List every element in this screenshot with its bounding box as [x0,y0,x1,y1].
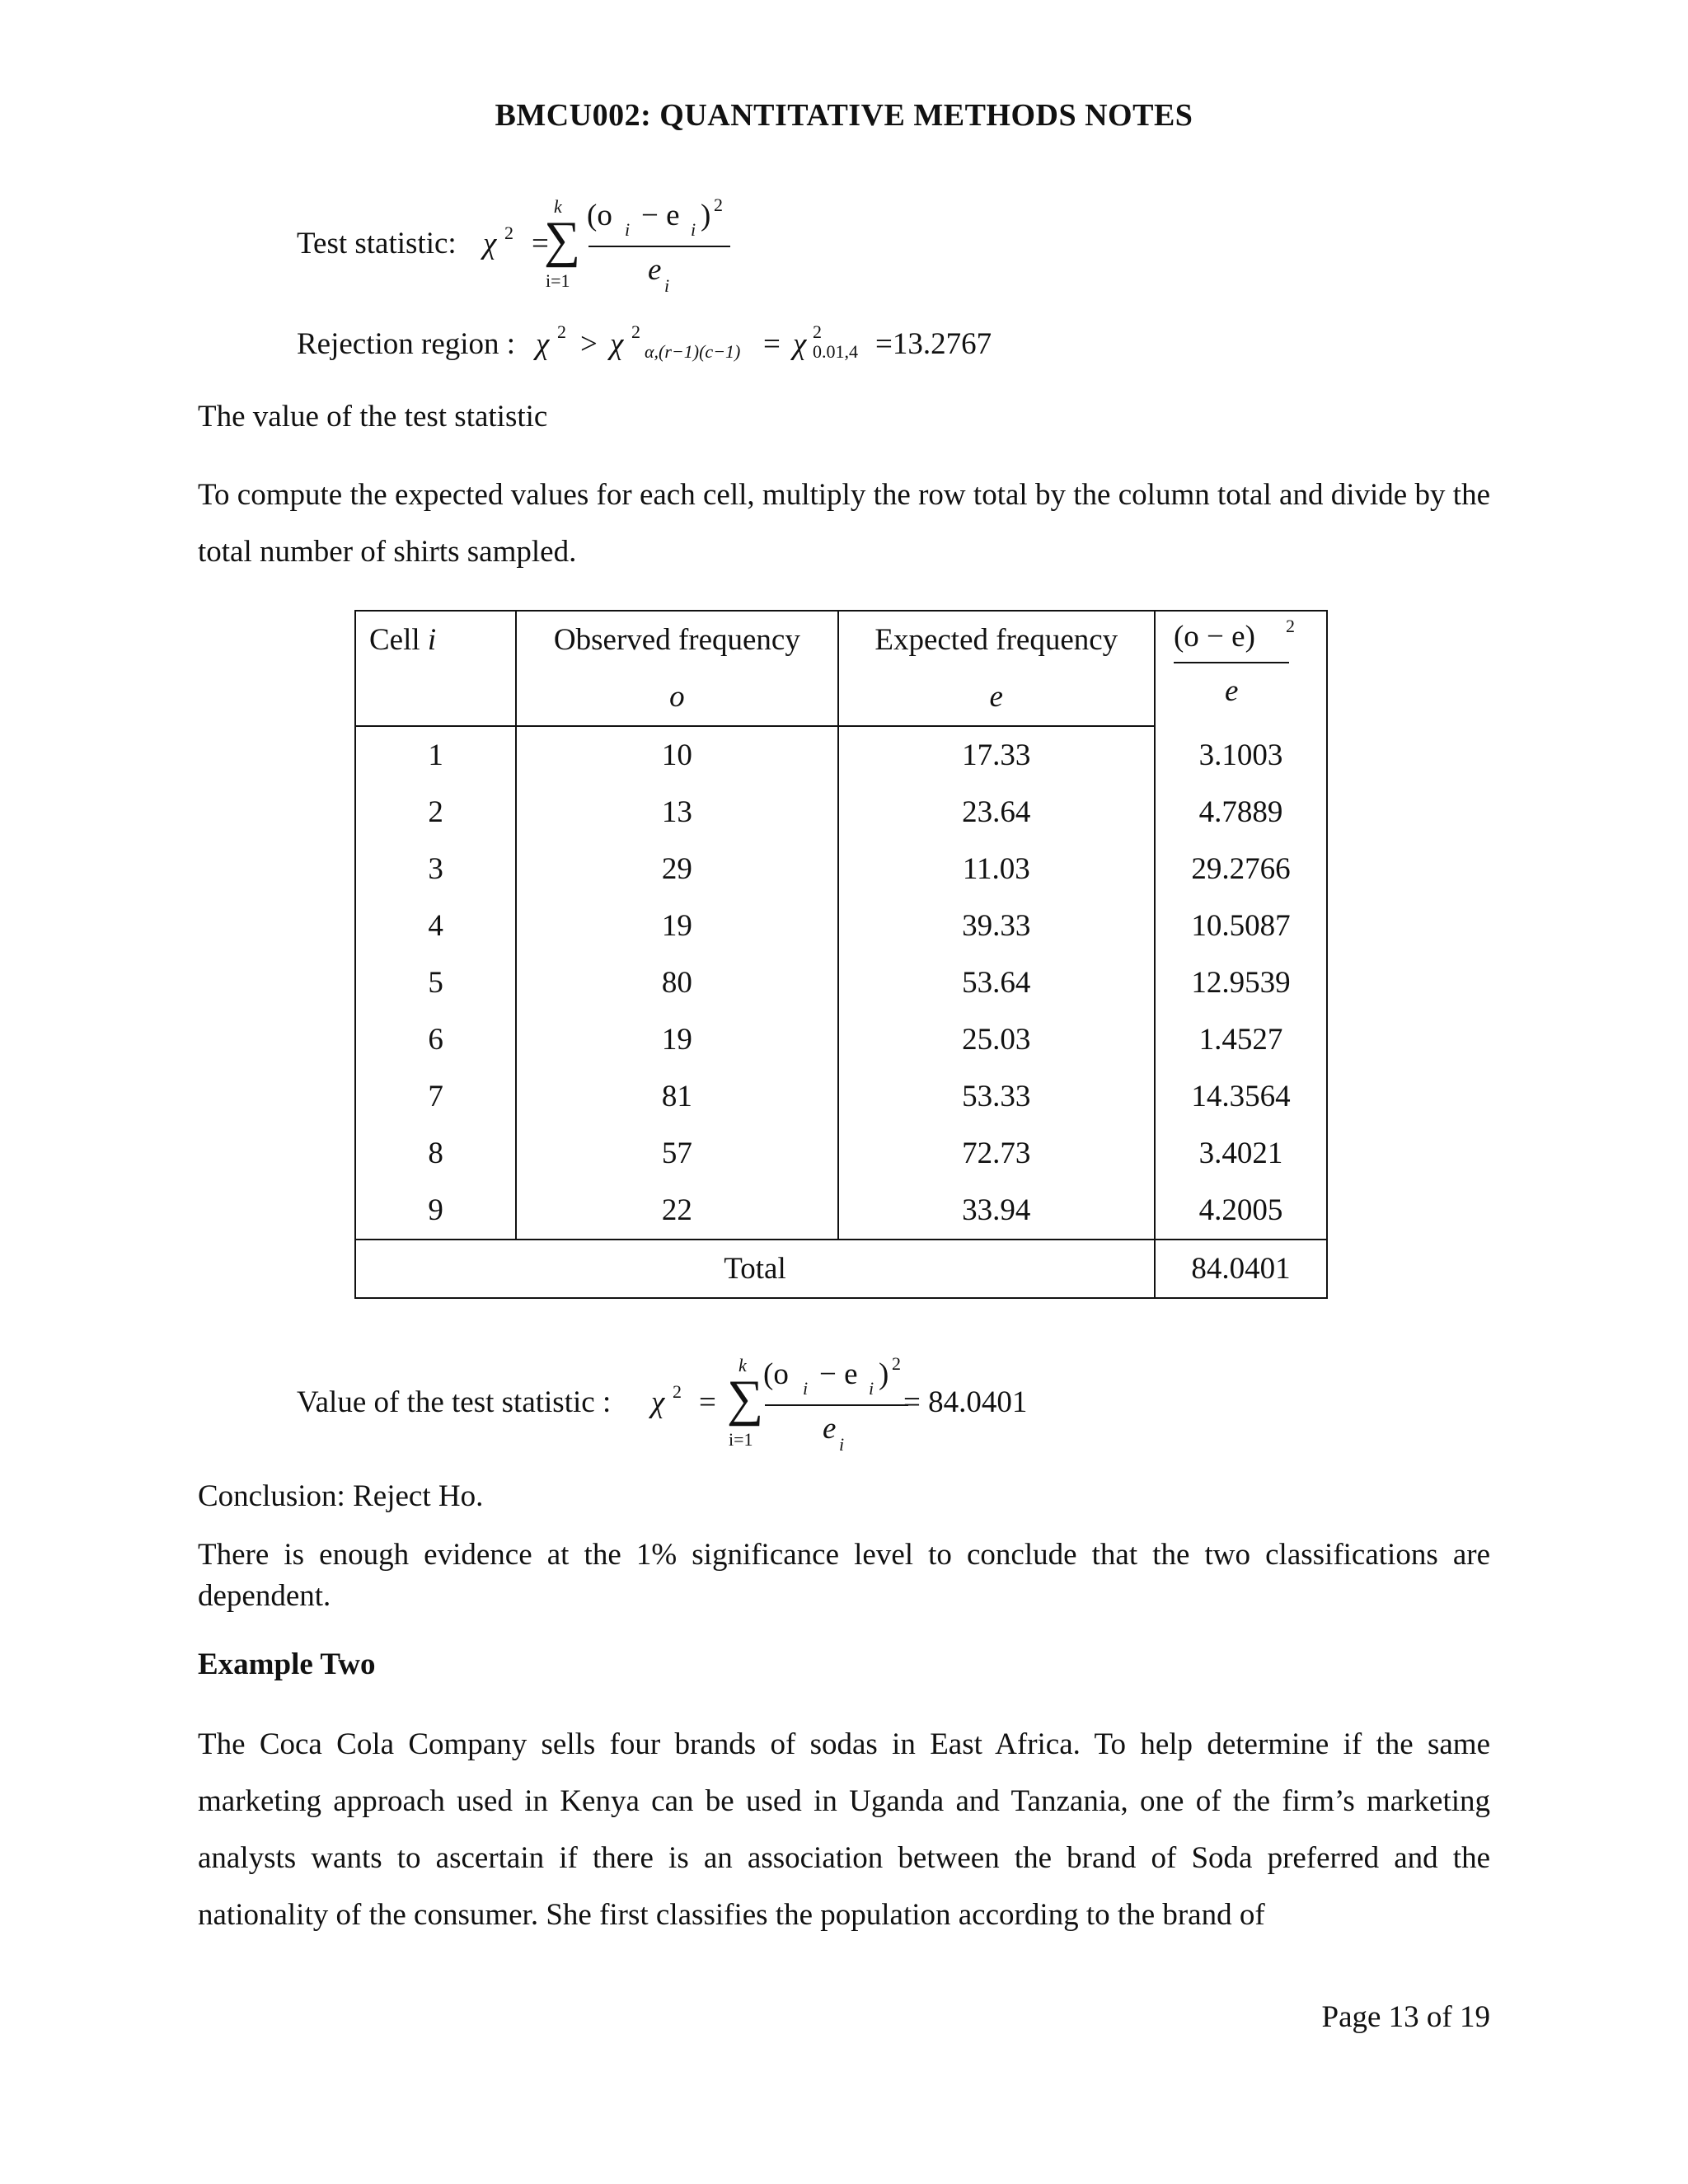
row-expected: 17.33 [838,726,1155,784]
row-chi-term: 14.3564 [1155,1068,1327,1125]
denominator-sub-i: i [664,275,670,296]
row-cell: 1 [355,726,516,784]
page-title: BMCU002: QUANTITATIVE METHODS NOTES [495,98,1193,133]
equals-sign: = [532,227,549,260]
table-row [355,898,1327,954]
table-row [355,1125,1327,1182]
row-observed: 80 [516,954,837,1011]
header-chi-numerator: (o − e) [1173,619,1255,654]
chi-critical-symbol: χ [610,327,624,361]
row-expected: 25.03 [838,1011,1155,1068]
fraction-bar [588,246,730,247]
row-expected: 33.94 [838,1182,1155,1240]
table-row [355,1011,1327,1068]
row-observed: 19 [516,1011,837,1068]
row-expected: 72.73 [838,1125,1155,1182]
rejection-label: Rejection region : [297,327,516,361]
header-cell-blank [355,668,516,726]
row-expected: 23.64 [838,784,1155,841]
denominator-e: e [823,1412,837,1446]
table-row [355,726,1327,784]
denominator-sub-i: i [839,1434,845,1455]
row-observed: 81 [516,1068,837,1125]
row-observed: 10 [516,726,837,784]
table-row [355,841,1327,898]
header-cell-i: i [427,623,437,657]
row-cell: 6 [355,1011,516,1068]
row-cell: 4 [355,898,516,954]
row-cell: 7 [355,1068,516,1125]
evidence-paragraph: There is enough evidence at the 1% significance level to conclude that the two classifications are dependent. [198,1538,1490,1613]
numerator-sub-i: i [625,219,631,240]
sum-upper-limit: k [738,1355,747,1376]
numerator-close: ) [701,199,711,232]
numerator-exponent: 2 [714,194,723,215]
row-cell: 5 [355,954,516,1011]
row-expected: 11.03 [838,841,1155,898]
page-number: Page 13 of 19 [1321,2000,1490,2034]
row-expected: 39.33 [838,898,1155,954]
conclusion-text: Conclusion: Reject Ho. [198,1479,484,1513]
table-row [355,784,1327,841]
table-row [355,1182,1327,1240]
row-observed: 29 [516,841,837,898]
example-paragraph: The Coca Cola Company sells four brands of sodas in East Africa. To help determine if the same marketing approach used in Kenya can be used in Uganda and Tanzania, one of the firm’s marketing analysts wants to ascertain if there is an association between the brand of Soda preferred and the nationality of the consumer. She first classifies the population according to the brand of [198,1727,1490,1932]
row-cell: 8 [355,1125,516,1182]
numerator-minus-e: − e [819,1357,858,1391]
chi-value-symbol: χ [793,327,807,361]
test-statistic-result: = 84.0401 [903,1385,1028,1419]
numerator-open: (o [763,1357,789,1391]
greater-than-sign: > [580,327,598,361]
row-chi-term: 10.5087 [1155,898,1327,954]
total-label: Total [355,1240,1155,1298]
header-expected: Expected frequency [838,611,1155,668]
sigma-symbol: ∑ [727,1371,764,1427]
chi-value-subscript: 0.01,4 [813,341,858,362]
row-chi-term: 4.2005 [1155,1182,1327,1240]
header-cell-label: Cell [369,623,420,657]
critical-value: =13.2767 [875,327,992,361]
row-expected: 53.33 [838,1068,1155,1125]
total-value: 84.0401 [1155,1240,1327,1298]
numerator-sub-i2: i [691,219,696,240]
table-total-row [355,1240,1327,1298]
test-statistic-label: Test statistic: [297,227,457,260]
row-observed: 19 [516,898,837,954]
row-chi-term: 29.2766 [1155,841,1327,898]
header-fraction-bar [1174,662,1289,663]
row-cell: 3 [355,841,516,898]
row-expected: 53.64 [838,954,1155,1011]
table-row [355,1068,1327,1125]
sum-upper-limit: k [554,196,562,217]
chi-value-exponent: 2 [813,321,822,342]
row-observed: 13 [516,784,837,841]
numerator-sub-i: i [803,1378,809,1399]
sigma-symbol: ∑ [544,212,581,268]
row-chi-term: 12.9539 [1155,954,1327,1011]
row-chi-term: 4.7889 [1155,784,1327,841]
numerator-minus-e: − e [641,199,680,232]
numerator-close: ) [879,1357,889,1391]
numerator-exponent: 2 [892,1353,901,1374]
header-chi-term [1155,611,1327,726]
expected-frequency-table [354,610,1328,1299]
row-chi-term: 3.1003 [1155,726,1327,784]
sum-lower-limit: i=1 [546,270,570,291]
header-observed-symbol: o [516,668,837,726]
row-observed: 57 [516,1125,837,1182]
row-observed: 22 [516,1182,837,1240]
table-row [355,954,1327,1011]
sum-lower-limit: i=1 [729,1429,753,1450]
numerator-open: (o [587,199,612,232]
chi-exponent: 2 [557,321,566,342]
value-heading: The value of the test statistic [198,400,548,434]
row-chi-term: 3.4021 [1155,1125,1327,1182]
compute-paragraph: To compute the expected values for each cell, multiply the row total by the column total and divide by the total number of shirts sampled. [198,478,1490,569]
chi-critical-exponent: 2 [631,321,640,342]
header-expected-symbol: e [838,668,1155,726]
chi-critical-subscript: α,(r−1)(c−1) [645,341,741,362]
header-chi-exponent: 2 [1285,615,1295,636]
table-header-row [355,611,1327,668]
fraction-bar [765,1404,908,1406]
chi-exponent: 2 [504,223,513,243]
chi-symbol: χ [651,1385,665,1419]
chi-symbol: χ [536,327,550,361]
denominator-e: e [648,253,662,287]
row-cell: 9 [355,1182,516,1240]
equals-sign: = [699,1385,716,1419]
header-cell [355,611,516,668]
example-heading: Example Two [198,1647,376,1681]
row-cell: 2 [355,784,516,841]
chi-symbol: χ [483,227,497,260]
header-observed: Observed frequency [516,611,837,668]
header-chi-denominator: e [1224,673,1239,708]
equals-sign: = [763,327,781,361]
value-stat-label: Value of the test statistic : [297,1385,612,1419]
row-chi-term: 1.4527 [1155,1011,1327,1068]
numerator-sub-i2: i [869,1378,874,1399]
chi-exponent: 2 [673,1381,682,1402]
